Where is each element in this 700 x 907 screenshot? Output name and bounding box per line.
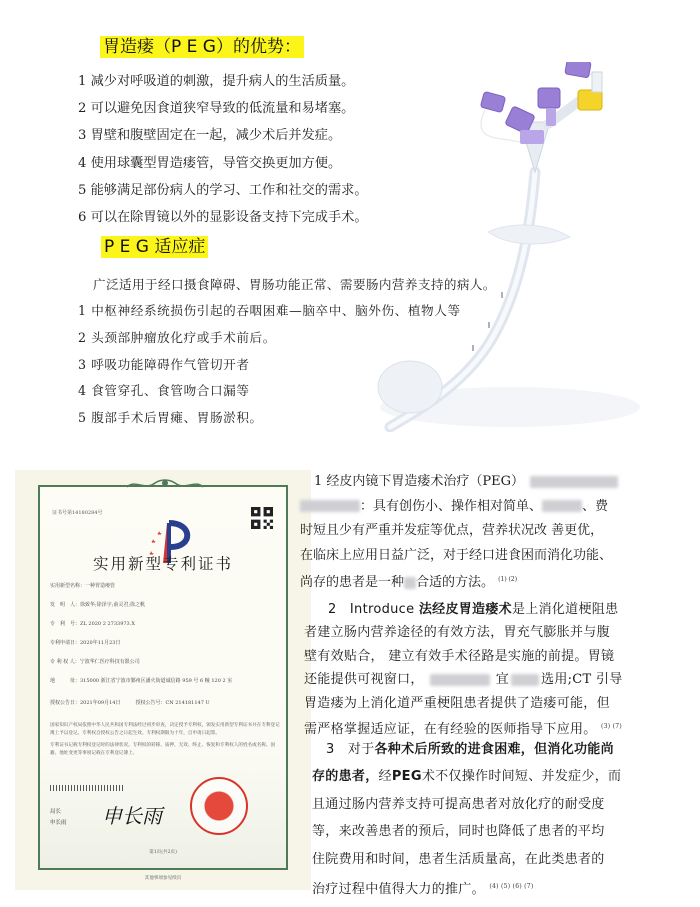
redacted-text [300, 500, 360, 512]
certificate-page-number: 第1页(共2页) [149, 850, 177, 855]
redacted-text [511, 674, 539, 686]
certificate-field: 发 明 人：徐致华;徐泽宇;俞灵君;徐之帆 [50, 602, 146, 608]
patent-certificate [15, 470, 311, 890]
certificate-field: 授权公告日：2021年09月14日 授权公告号：CN 214181147 U [50, 700, 210, 706]
indication-item: 5 腹部手术后胃瘫、胃肠淤积。 [78, 410, 263, 426]
paragraph-text: 、费 [582, 498, 609, 514]
paragraph-text: 治疗过程中值得大力的推广。 [312, 882, 485, 898]
indication-item: 4 食管穿孔、食管吻合口漏等 [78, 383, 250, 399]
certificate-director [50, 807, 67, 829]
certificate-heading: 实用新型专利证书 [92, 555, 233, 573]
redacted-text [530, 476, 618, 488]
citation: (4) (5) (6) (7) [489, 883, 534, 891]
paragraph-peg-treatment [300, 470, 618, 596]
paragraph-text: 宜 [495, 672, 510, 688]
paragraph-text: 者建立肠内营养途径的有效方法，胃充气膨胀并与腹 [304, 625, 610, 641]
paragraph-text: 需严格掌握适应证，在有经验的医师指导 [304, 722, 544, 738]
paragraph-text: 存的患者， [312, 769, 379, 785]
official-seal-icon [190, 777, 248, 835]
paragraph-number: 2 [328, 602, 337, 617]
barcode-icon [50, 785, 124, 791]
advantage-item: 1 减少对呼吸道的刺激，提升病人的生活质量。 [78, 74, 355, 89]
redacted-text [404, 577, 416, 589]
paragraph-text: 法经皮胃造瘘术 [418, 602, 512, 617]
certificate-footnote: 其他事项参见续页 [144, 876, 182, 881]
paragraph-text: 壁有效贴合， 建立有效手术径路是实施的前提。胃镜 [304, 648, 615, 664]
director-title: 局长 [50, 809, 62, 815]
certificate-fields [50, 582, 282, 758]
advantage-item: 4 使用球囊型胃造瘘管，导管交换更加方便。 [78, 155, 342, 171]
paragraph-number: 3 [326, 742, 335, 757]
paragraph-text: 下应用。 [543, 722, 597, 738]
paragraph-text: 还能提供可视窗口， [304, 672, 424, 688]
indications-intro: 广泛适用于经口摄食障碍、胃肠功能正常、需要肠内营养支持的病人。 [93, 277, 496, 292]
paragraph-text: 胃造瘘为上消化道严重梗阻患者提供了造瘘可能，但 [304, 695, 610, 711]
paragraph-text: 各种术后所致的进食困难，但消化功能尚 [374, 742, 614, 757]
paragraph-text: 是上消化道梗阻患 [511, 602, 619, 617]
advantages-list [78, 68, 368, 231]
paragraph-text: 且通过肠内营养支持可提高患者对放化疗的耐受度 [312, 796, 605, 812]
certificate-frame [38, 485, 288, 870]
paragraph-text: ：具有创伤小、操作相对简单、 [360, 498, 543, 514]
certificate-notice: 专利证书记载专利权登记时的法律状况。专利权的转移、质押、无效、终止、恢复和专利权人的姓名或名称、国籍、地址变更等事项记载在专利登记簿上。 [50, 743, 276, 756]
paragraph-text: Introduce [349, 602, 415, 617]
advantage-item: 3 胃壁和腹壁固定在一起，减少术后并发症。 [78, 128, 342, 144]
indication-item: 3 呼吸功能障碍作气管切开者 [78, 356, 250, 372]
citation: (3) (7) [601, 723, 623, 731]
paragraph-text: 对于 [347, 742, 375, 757]
certificate-number: 证书号第14180284号 [52, 510, 103, 516]
gastrostomy-tube-image [370, 62, 670, 432]
paragraph-text: 1 经皮内镜下胃造瘘术治疗（PEG） [314, 474, 525, 489]
paragraph-text: 经 [378, 769, 392, 785]
indications-title: P E G 适应症 [101, 236, 208, 258]
qr-code-icon [251, 507, 273, 529]
certificate-notice: 国家知识产权局依照中华人民共和国专利法经过初步审查，决定授予专利权，颁发实用新型专利证书并在专利登记簿上予以登记。专利权自授权公告之日起生效。专利权期限为十年，自申请日起算。 [50, 723, 280, 736]
citation: (1) (2) [498, 576, 518, 583]
paragraph-text: 尚存的患者是一种 [300, 575, 405, 590]
redacted-text [542, 500, 582, 512]
advantage-item: 2 可以避免因食道狭窄导致的低流量和易堵塞。 [78, 101, 355, 117]
paragraph-text: 在临床上应用日益广泛，对于经口进食困而消化功能、 [300, 547, 613, 563]
paragraph-text: 合适的方法。 [416, 575, 495, 590]
paragraph-introduce-method [304, 598, 623, 741]
paragraph-text: 住院费用和时间，患者生活质量高，在此类患者的 [312, 851, 605, 867]
director-signature: 申长雨 [102, 804, 162, 828]
advantages-title: 胃造瘘（P E G）的优势： [100, 36, 304, 58]
certificate-field: 实用新型名称：一种胃造瘘管 [50, 583, 116, 589]
paragraph-text: 选用;CT 引导 [541, 672, 623, 688]
director-name: 申长雨 [50, 820, 67, 826]
certificate-field: 专利申请日：2020年11月23日 [50, 640, 121, 646]
paragraph-text: 时短且少有严重并发症等优点，营养状况改 善更优， [300, 523, 604, 538]
ornament-icon [125, 477, 205, 493]
paragraph-text: 术不仅操作时间短、并发症少，而 [421, 769, 622, 785]
paragraph-postoperative [312, 736, 621, 903]
certificate-field: 地 址：315000 浙江省宁波市鄞州区潘火街道诚信路 959 号 6 幢 120 2 室 [50, 678, 233, 684]
certificate-field: 专 利 权 人：宁波华仁医疗科技有限公司 [50, 659, 140, 665]
indication-item: 1 中枢神经系统损伤引起的吞咽困难—脑卒中、脑外伤、植物人等 [78, 303, 461, 318]
paragraph-text: PEG [391, 769, 422, 785]
redacted-text [430, 674, 490, 686]
advantage-item: 5 能够满足部份病人的学习、工作和社交的需求。 [78, 182, 368, 198]
indication-item: 2 头颈部肿瘤放化疗或手术前后。 [78, 329, 276, 345]
certificate-field: 专 利 号：ZL 2020 2 2733973.X [50, 621, 135, 627]
paragraph-text: 等，来改善患者的预后，同时也降低了患者的平均 [312, 824, 605, 840]
advantage-item: 6 可以在除胃镜以外的显影设备支持下完成手术。 [78, 210, 368, 226]
